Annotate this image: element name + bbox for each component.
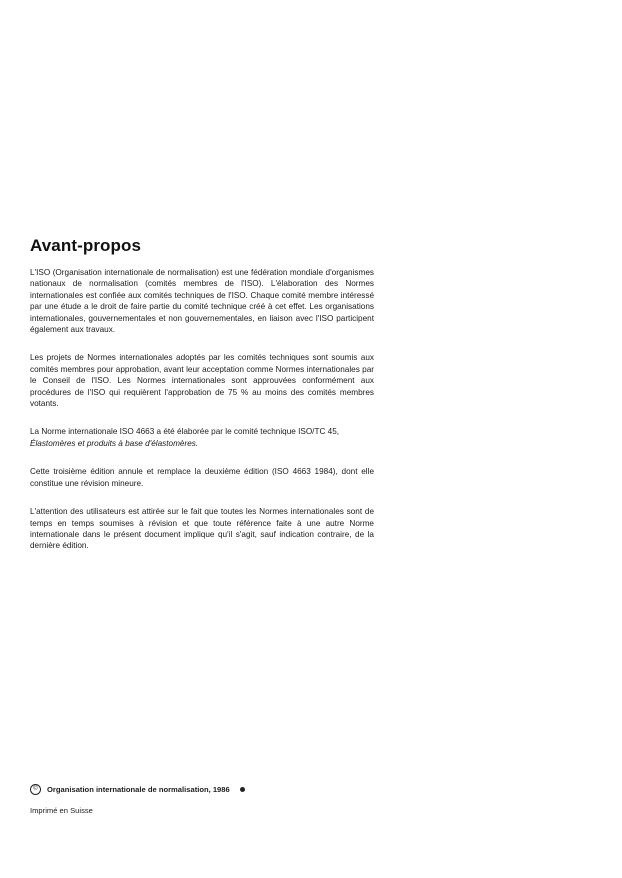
copyright-text: Organisation internationale de normalisation, 1986 [47, 785, 230, 794]
printed-in-text: Imprimé en Suisse [30, 806, 93, 815]
paragraph-technical-committee-text: La Norme internationale ISO 4663 a été élaborée par le comité technique ISO/TC 45, [30, 427, 340, 437]
foreword-section [30, 236, 374, 569]
paragraph-iso-description: L'ISO (Organisation internationale de normalisation) est une fédération mondiale d'organismes nationaux de normalisation (comités membres de l'ISO). L'élaboration des Normes internationales est confiée aux comités techniques de l'ISO. Chaque comité membre intéressé par une étude a le droit de faire partie du comité technique créé à cet effet. Les organisations internationales, gouvernementales et non gouvernementales, en liaison avec l'ISO participent également aux travaux. [30, 268, 374, 335]
committee-title: Élastomères et produits à base d'élastomères. [30, 438, 199, 448]
page-footer [30, 784, 430, 815]
copyright-line [30, 784, 430, 795]
paragraph-technical-committee [30, 426, 374, 449]
paragraph-revision-notice: L'attention des utilisateurs est attirée sur le fait que toutes les Normes internationales sont de temps en temps soumises à révision et que toute référence faite à une autre Norme internationale dans le présent document implique qu'il s'agit, sauf indication contraire, de la dernière édition. [30, 507, 374, 551]
copyright-icon: © [30, 784, 41, 795]
bullet-icon [240, 787, 245, 792]
paragraph-approval-process: Les projets de Normes internationales adoptés par les comités techniques sont soumis aux comités membres pour approbation, avant leur acceptation comme Normes internationales par le Conseil de l'ISO. Les Normes internationales sont approuvées conformément aux procédures de l'ISO qui requièrent l'approbation de 75 % au moins des comités membres votants. [30, 353, 374, 409]
paragraph-edition-note: Cette troisième édition annule et remplace la deuxième édition (ISO 4663 1984), dont elle constitue une révision mineure. [30, 467, 374, 488]
page-title: Avant-propos [30, 236, 142, 255]
